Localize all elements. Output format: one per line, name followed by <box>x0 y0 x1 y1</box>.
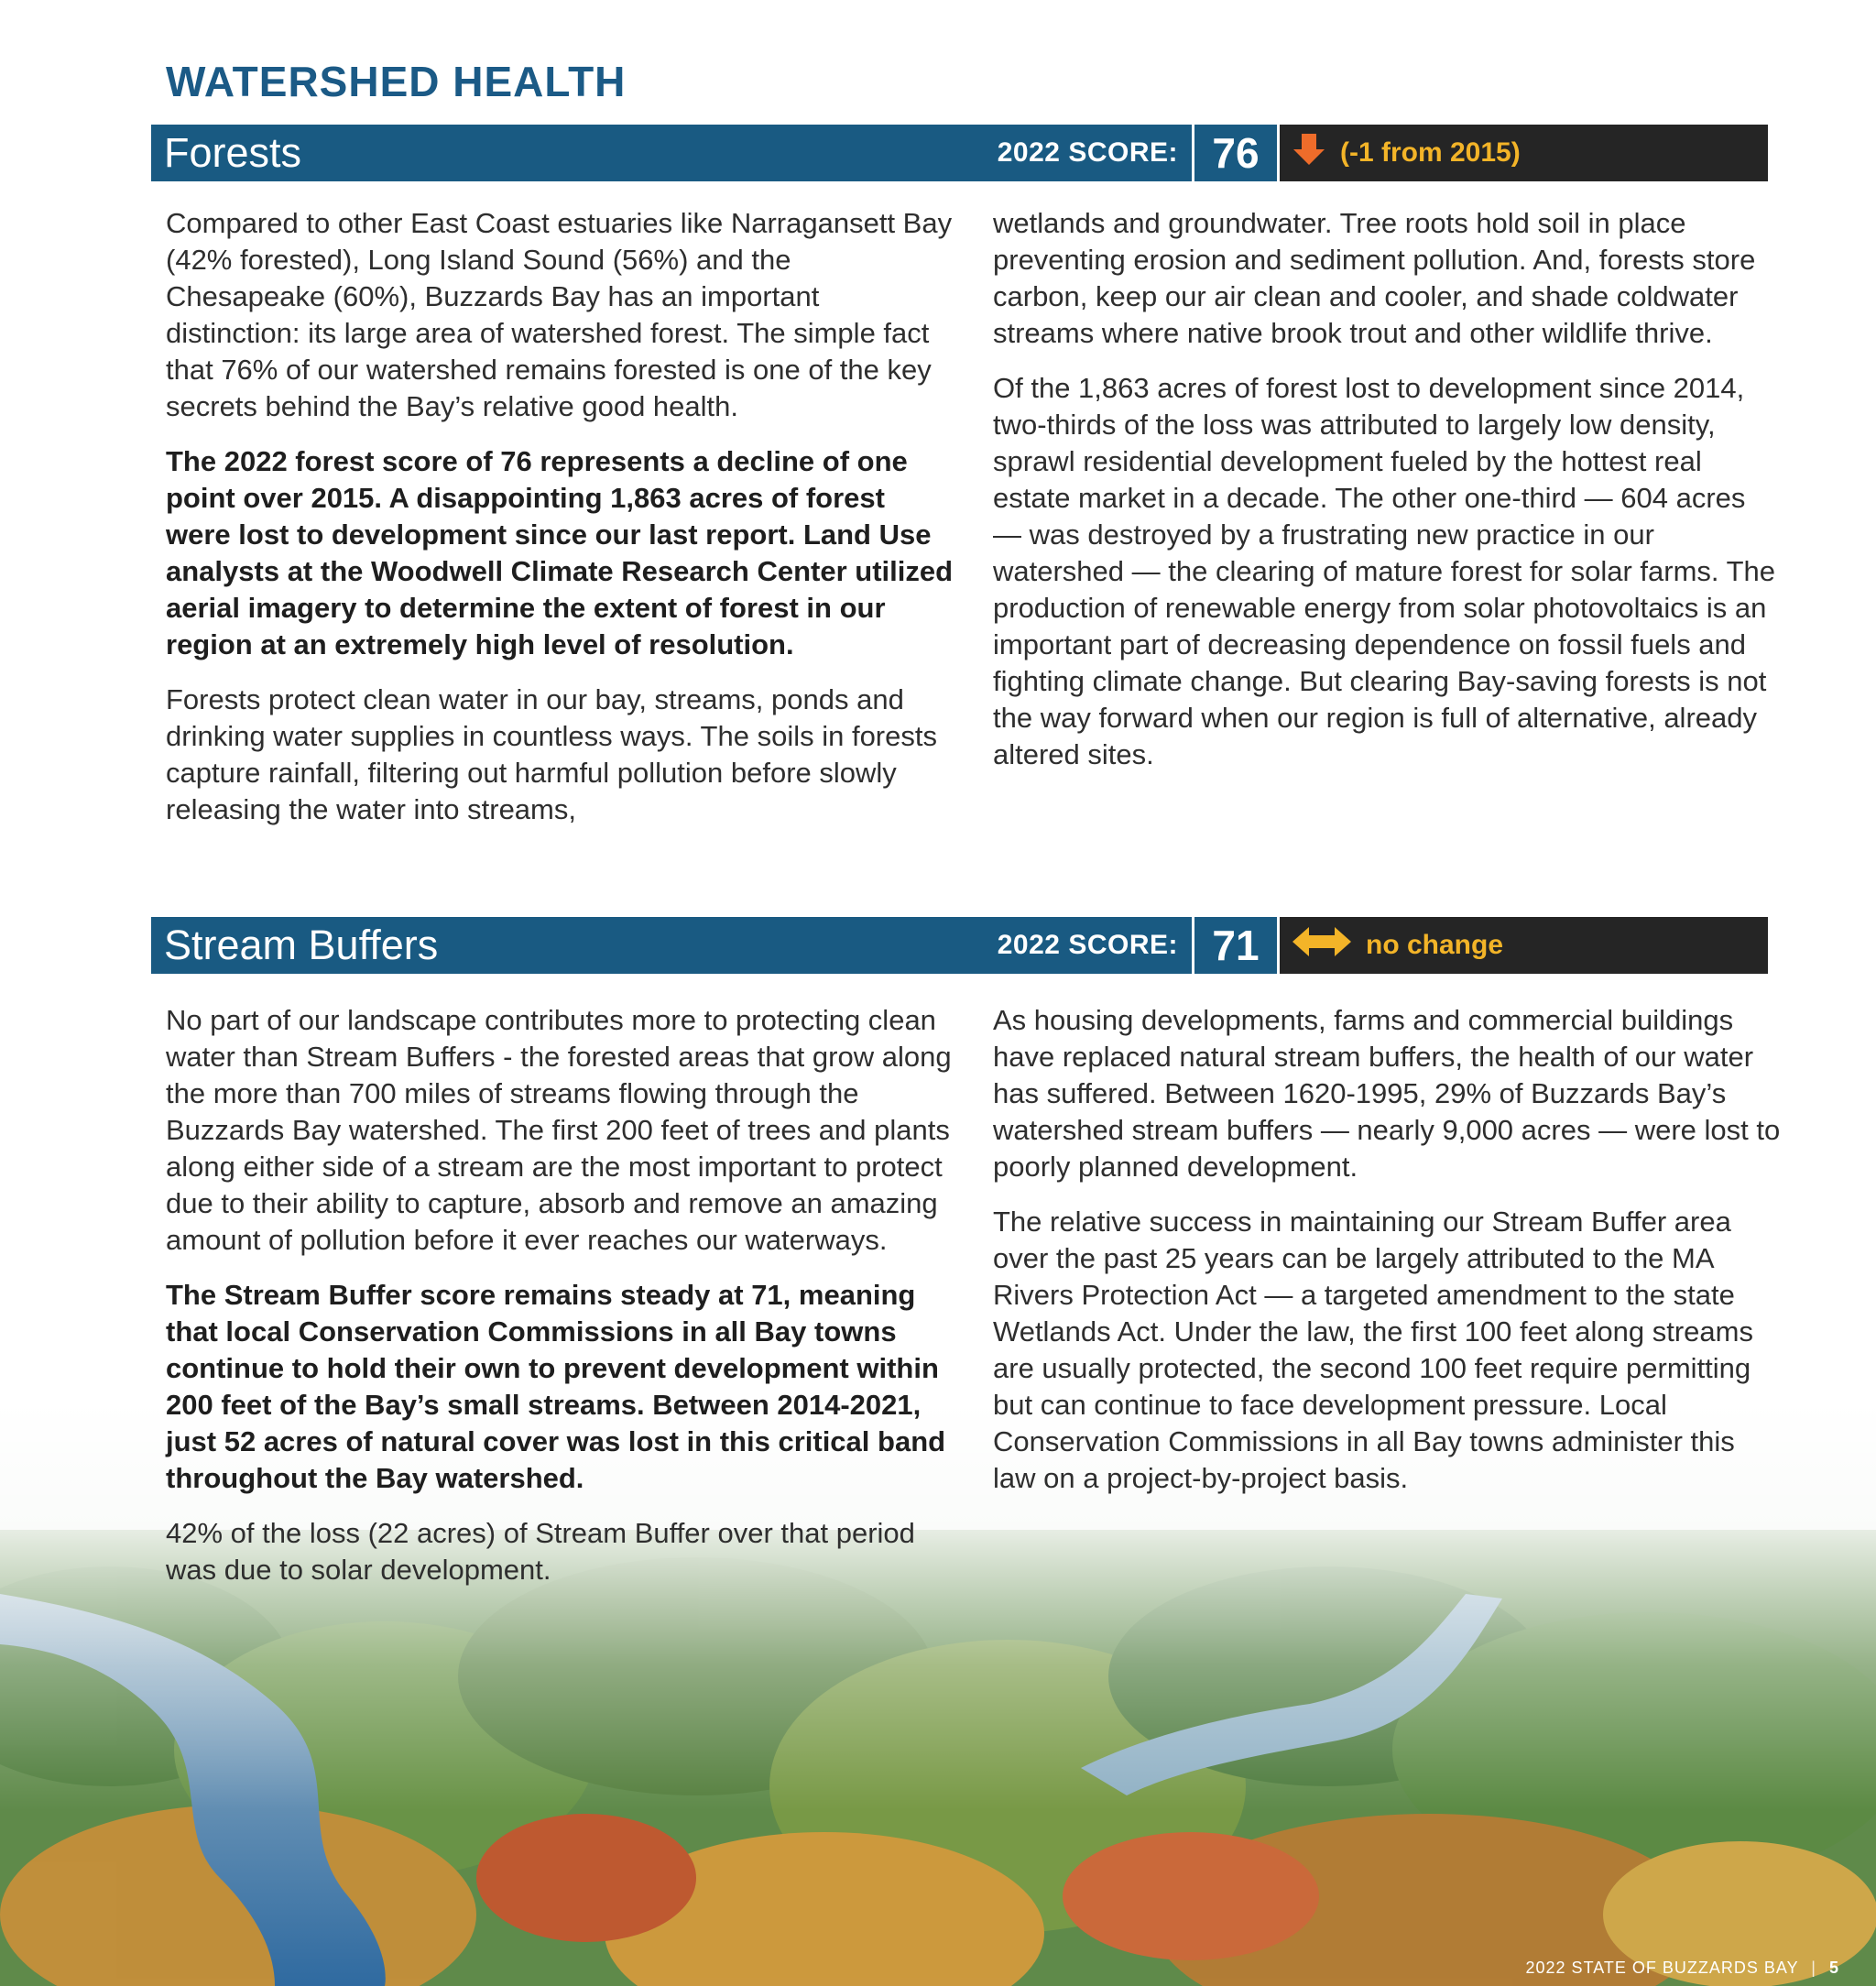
page-number: 5 <box>1828 1959 1839 1977</box>
stream-buffers-header <box>151 917 1192 974</box>
paragraph-bold: The 2022 forest score of 76 represents a decline of one point over 2015. A disappointing 1,863 acres of forest were lost to development since our last report. Land Use analysts at the Woodwell Climate Research Center utilized aerial imagery to determine the extent of forest in our region at an extremely high level of resolution. <box>166 445 954 660</box>
paragraph: As housing developments, farms and commercial buildings have replaced natural stream buffers, the health of our water has suffered. Between 1620-1995, 29% of Buzzards Bay’s watershed stream buffers — nearly 9,000 acres — were lost to poorly planned development. <box>993 1004 1781 1183</box>
stream-buffers-score-bar <box>151 917 1768 974</box>
publication-title: 2022 STATE OF BUZZARDS BAY <box>1525 1959 1799 1977</box>
section-title-stream-buffers: Stream Buffers <box>164 922 439 968</box>
score-change-text: (-1 from 2015) <box>1340 137 1521 168</box>
score-label: 2022 SCORE: <box>997 137 1178 168</box>
score-change <box>1280 917 1768 974</box>
page-footer <box>1526 1959 1839 1978</box>
stream-buffers-column-left <box>166 1002 954 1607</box>
score-change-text: no change <box>1366 930 1504 960</box>
page-title: WATERSHED HEALTH <box>166 58 627 105</box>
forests-column-right <box>993 205 1781 791</box>
paragraph: Of the 1,863 acres of forest lost to development since 2014, two-thirds of the loss was attributed to largely low density, sprawl residential development fueled by the hottest real estate market in a decade. The other one-third — 604 acres — was destroyed by a frustrating new practice in our watershed — the clearing of mature forest for solar farms. The production of renewable energy from solar photovoltaics is an important part of decreasing dependence on fossil fuels and fighting climate change. But clearing Bay-saving forests is not the way forward when our region is full of alternative, already altered sites. <box>993 372 1776 770</box>
arrow-down-icon <box>1291 131 1340 175</box>
forests-column-left <box>166 205 954 846</box>
paragraph: No part of our landscape contributes more to protecting clean water than Stream Buffers - the forested areas that grow along the more than 700 miles of streams flowing through the Buzzards Bay watershed. The first 200 feet of trees and plants along either side of a stream are the most important to protect due to their ability to capture, absorb and remove an amazing amount of pollution before it ever reaches our waterways. <box>166 1004 952 1256</box>
paragraph: wetlands and groundwater. Tree roots hold soil in place preventing erosion and sediment pollution. And, forests store carbon, keep our air clean and cooler, and shade coldwater streams where native brook trout and other wildlife thrive. <box>993 207 1756 349</box>
double-arrow-icon <box>1291 925 1366 966</box>
stream-buffers-column-right <box>993 1002 1781 1515</box>
paragraph: The relative success in maintaining our Stream Buffer area over the past 25 years can be largely attributed to the MA Rivers Protection Act — a targeted amendment to the state Wetlands Act. Under the law, the first 100 feet along streams are usually protected, the second 100 feet require permitting but can continue to face development pressure. Local Conservation Commissions in all Bay towns administer this law on a project-by-project basis. <box>993 1206 1753 1494</box>
footer-separator: | <box>1811 1959 1816 1977</box>
paragraph: Compared to other East Coast estuaries like Narragansett Bay (42% forested), Long Island Sound (56%) and the Chesapeake (60%), Buzzards Bay has an important distinction: its large area of watershed forest. The simple fact that 76% of our watershed remains forested is one of the key secrets behind the Bay’s relative good health. <box>166 207 953 422</box>
paragraph-bold: The Stream Buffer score remains steady at 71, meaning that local Conservation Commissions in all Bay towns continue to hold their own to prevent development within 200 feet of the Bay’s small streams. Between 2014-2021, just 52 acres of natural cover was lost in this critical band throughout the Bay watershed. <box>166 1279 946 1494</box>
score-label: 2022 SCORE: <box>997 930 1178 960</box>
paragraph: Forests protect clean water in our bay, streams, ponds and drinking water supplies in countless ways. The soils in forests capture rainfall, filtering out harmful pollution before slowly releasing the water into streams, <box>166 683 937 825</box>
score-value: 71 <box>1194 917 1277 974</box>
forests-header <box>151 125 1192 181</box>
score-change <box>1280 125 1768 181</box>
forests-score-bar <box>151 125 1768 181</box>
score-value: 76 <box>1194 125 1277 181</box>
section-title-forests: Forests <box>164 129 302 176</box>
paragraph: 42% of the loss (22 acres) of Stream Buffer over that period was due to solar development. <box>166 1517 915 1586</box>
